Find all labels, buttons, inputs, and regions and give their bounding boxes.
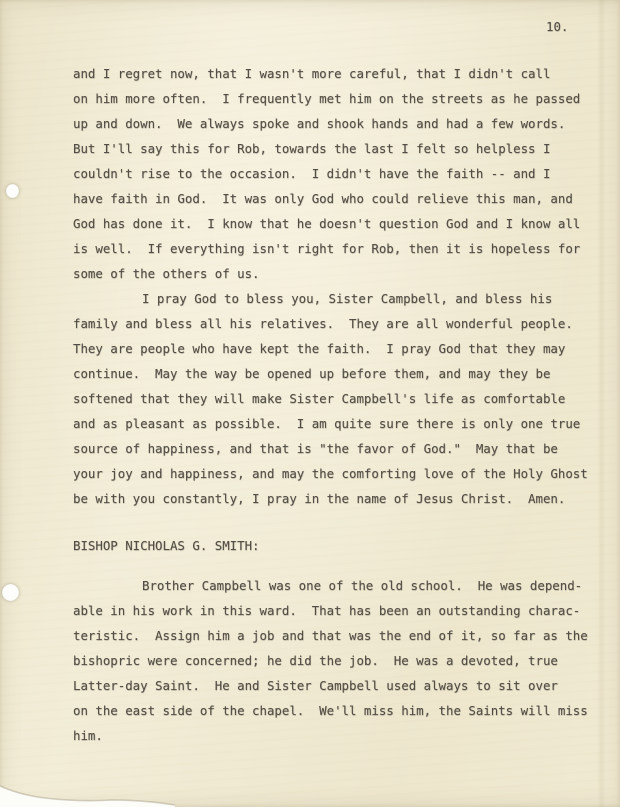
typed-line: bishopric were concerned; he did the job. He was a devoted, true xyxy=(73,653,558,668)
typed-line: Latter-day Saint. He and Sister Campbell used always to sit over xyxy=(73,678,558,693)
typed-line: They are people who have kept the faith. I pray God that they may xyxy=(73,341,566,356)
typed-line: up and down. We always spoke and shook hands and had a few words. xyxy=(73,116,566,131)
typed-line: softened that they will make Sister Campbell's life as comfortable xyxy=(73,391,566,406)
typed-line: on the east side of the chapel. We'll miss him, the Saints will miss xyxy=(73,703,588,718)
typed-line: some of the others of us. xyxy=(73,266,260,281)
smith-remarks-text xyxy=(73,573,610,748)
typed-line: continue. May the way be opened up before them, and may they be xyxy=(73,366,551,381)
paper-crease xyxy=(597,0,606,807)
typed-line: have faith in God. It was only God who could relieve this man, and xyxy=(73,191,573,206)
typed-line: is well. If everything isn't right for Rob, then it is hopeless for xyxy=(73,241,581,256)
typed-line: able in his work in this ward. That has been an outstanding charac- xyxy=(73,603,581,618)
typed-line: be with you constantly, I pray in the name of Jesus Christ. Amen. xyxy=(73,491,566,506)
typed-line: family and bless all his relatives. They are all wonderful people. xyxy=(73,316,573,331)
typed-line: source of happiness, and that is "the favor of God." May that be xyxy=(73,441,558,456)
typed-line: him. xyxy=(73,728,103,743)
typed-line: But I'll say this for Rob, towards the last I felt so helpless I xyxy=(73,141,551,156)
typed-line: and I regret now, that I wasn't more careful, that I didn't call xyxy=(73,66,551,81)
typed-line: your joy and happiness, and may the comforting love of the Holy Ghost xyxy=(73,466,588,481)
hole-punch xyxy=(2,584,19,601)
speaker-heading: BISHOP NICHOLAS G. SMITH: xyxy=(73,538,260,553)
typed-line: I pray God to bless you, Sister Campbell, and bless his xyxy=(142,291,553,306)
page-number: 10. xyxy=(546,19,569,34)
typed-line: teristic. Assign him a job and that was the end of it, so far as the xyxy=(73,628,588,643)
hole-punch xyxy=(6,184,19,198)
torn-corner xyxy=(0,781,175,807)
typed-line: on him more often. I frequently met him on the streets as he passed xyxy=(73,91,581,106)
typed-line: God has done it. I know that he doesn't question God and I know all xyxy=(73,216,581,231)
typed-line: couldn't rise to the occasion. I didn't have the faith -- and I xyxy=(73,166,551,181)
typed-line: Brother Campbell was one of the old school. He was depend- xyxy=(142,578,583,593)
body-text xyxy=(73,61,610,511)
typed-line: and as pleasant as possible. I am quite sure there is only one true xyxy=(73,416,581,431)
